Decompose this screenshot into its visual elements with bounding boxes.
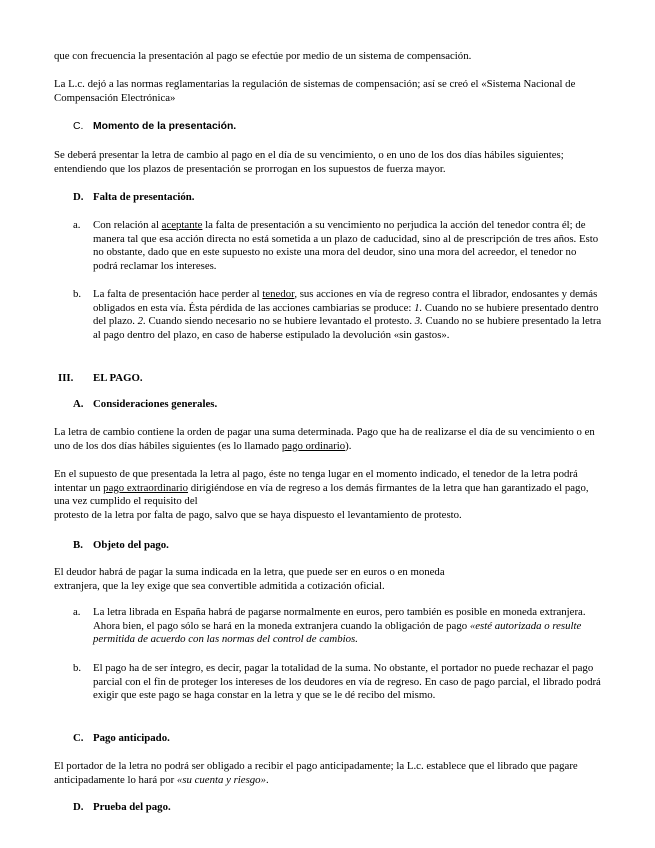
heading-label: Objeto del pago. <box>93 539 169 551</box>
paragraph-lc-normas: La L.c. dejó a las normas reglamentarias la regulación de sistemas de compensación; así se creó el «Sistema Nacional de Compensación Electrónica» <box>54 78 576 104</box>
list-marker: a. <box>73 219 81 231</box>
list-marker: b. <box>73 662 82 674</box>
list-item-text: El pago ha de ser íntegro, es decir, pagar la totalidad de la suma. No obstante, el portador no puede rechazar el pago parcial con el fin de proteger los intereses de los deudores en vía de regreso. En caso de pago parcial, el librado podrá exigir que este pago se haga constar en la letra y que se le dé recibo del mismo. <box>93 662 601 702</box>
term-aceptante: aceptante <box>161 219 203 231</box>
heading-marker: D. <box>73 801 84 813</box>
paragraph-deudor: El deudor habrá de pagar la suma indicada en la letra, que puede ser en euros o en moneda extranjera, que la ley exige que sea convertible admitida a cotización oficial. <box>54 566 445 592</box>
heading-marker: B. <box>73 539 83 551</box>
list-item-text: La letra librada en España habrá de pagarse normalmente en euros, pero también es posible en moneda extranjera. Ahora bien, el pago sólo se hará en la moneda extranjera cuando la obligación de pago «esté autorizada o resulte permitida de acuerdo con las normas del control de cambios. <box>93 606 586 646</box>
list-marker: a. <box>73 606 81 618</box>
term-pago-ordinario: pago ordinario <box>281 439 346 452</box>
paragraph-presentar: Se deberá presentar la letra de cambio al pago en el día de su vencimiento, o en uno de los dos días hábiles siguientes; entendiendo que los plazos de presentación se prorrogan en los supuestos de fuerza mayor. <box>54 149 564 175</box>
heading-label: EL PAGO. <box>93 372 143 384</box>
heading-marker: D. <box>73 191 84 203</box>
list-item-text: La falta de presentación hace perder al tenedor, sus acciones en vía de regreso contra el librador, endosantes y demás obligados en esta vía. Ésta pérdida de las acciones cambiarias se produce: 1. Cuando no se hubiere presentado dentro del plazo. 2. Cuando siendo necesario no se hubiere levantado el protesto. 3. Cuando no se hubiere presentado la letra al pago dentro del plazo, en caso de haberse estipulado la devolución «sin gastos». <box>93 288 602 341</box>
paragraph-intro: que con frecuencia la presentación al pago se efectúe por medio de un sistema de compensación. <box>54 50 472 62</box>
term-pago-extraordinario: pago extraordinario <box>103 481 189 494</box>
heading-label: Pago anticipado. <box>93 732 170 744</box>
heading-marker: C. <box>73 732 84 744</box>
heading-label: Consideraciones generales. <box>93 398 218 410</box>
term-tenedor: tenedor <box>262 288 295 300</box>
list-marker: b. <box>73 288 82 300</box>
heading-label: Momento de la presentación. <box>93 121 237 132</box>
heading-label: Falta de presentación. <box>93 191 195 203</box>
heading-marker: C. <box>73 121 84 132</box>
paragraph-supuesto: En el supuesto de que presentada la letra al pago, éste no tenga lugar en el momento indicado, el tenedor de la letra podrá intentar un pago extraordinario dirigiéndose en vía de regreso a los demás firmantes de la letra que han garantizado el pago, una vez cumplido el requisito del protesto de la letra por falta de pago, salvo que se haya dispuesto el levantamiento de protesto. <box>54 468 589 521</box>
heading-label: Prueba del pago. <box>93 801 171 813</box>
list-item-text: Con relación al aceptante la falta de presentación a su vencimiento no perjudica la acción del tenedor contra él; de manera tal que esa acción directa no está sometida a un plazo de caducidad, sino al de prescripción de tres años. Esto no obstante, dado que en este supuesto no existe una mora del deudor, sino una mora del acreedor, el tenedor no podrá reclamar los intereses. <box>93 219 599 272</box>
paragraph-letra-orden: La letra de cambio contiene la orden de pagar una suma determinada. Pago que ha de realizarse el día de su vencimiento o en uno de los dos días hábiles siguientes (es lo llamado pago ordinario). <box>54 426 595 452</box>
paragraph-portador: El portador de la letra no podrá ser obligado a recibir el pago anticipadamente; la L.c. establece que el librado que pagare anticipadamente lo hará por «su cuenta y riesgo». <box>54 760 578 786</box>
heading-marker: III. <box>58 372 74 384</box>
heading-marker: A. <box>73 398 84 410</box>
